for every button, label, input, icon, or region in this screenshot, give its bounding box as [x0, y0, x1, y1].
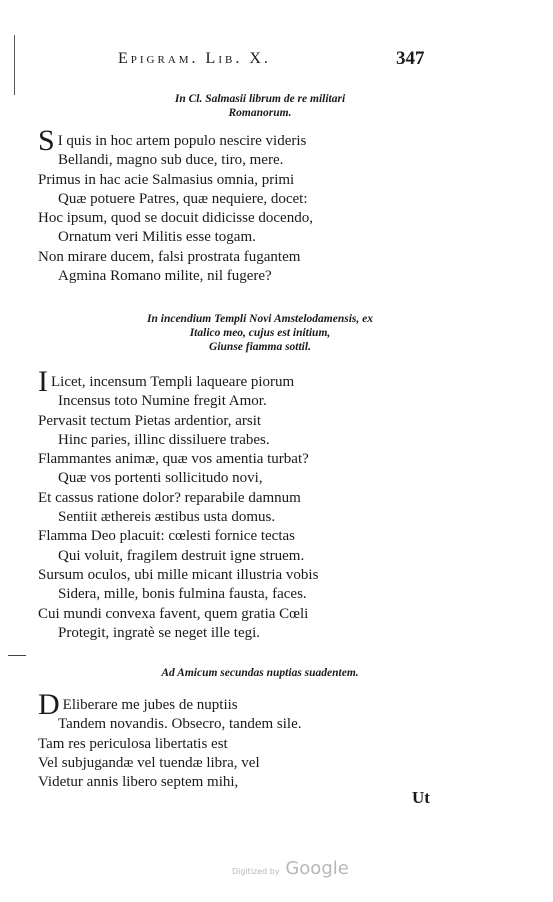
poem-line: Tam res periculosa libertatis est — [38, 735, 228, 752]
drop-cap: S — [38, 124, 55, 157]
poem-line: Non mirare ducem, falsi prostrata fugantem — [38, 248, 301, 265]
drop-cap: I — [38, 365, 48, 398]
page-edge-mark — [14, 35, 15, 95]
poem-line: Sidera, mille, bonis fulmina fausta, faces. — [58, 586, 307, 603]
poem-line: Incensus toto Numine fregit Amor. — [58, 393, 267, 410]
poem-2-body — [38, 365, 538, 643]
poem-3-body — [38, 688, 538, 792]
poem-line: Sursum oculos, ubi mille micant illustria vobis — [38, 566, 319, 583]
poem-line: Agmina Romano milite, nil fugere? — [58, 268, 272, 285]
poem-2-title — [60, 312, 460, 354]
poem-line: Primus in hac acie Salmasius omnia, primi — [38, 171, 295, 188]
poem-line: Qui voluit, fragilem destruit igne struem. — [58, 547, 305, 564]
poem-line: Tandem novandis. Obsecro, tandem sile. — [58, 716, 302, 733]
poem-line: Videtur annis libero septem mihi, — [38, 774, 239, 791]
running-head: Epigram. Lib. X. — [118, 50, 271, 67]
poem-line: Quæ vos portenti sollicitudo novi, — [58, 470, 263, 487]
poem-title-line: Giunse fiamma sottil. — [209, 341, 311, 353]
poem-line: Flamma Deo placuit: cœlesti fornice tectas — [38, 528, 295, 545]
poem-1-body — [38, 124, 538, 286]
poem-title-line: In Cl. Salmasii librum de re militari — [174, 93, 346, 105]
poem-line: Quæ potuere Patres, quæ nequiere, docet: — [58, 190, 308, 207]
poem-line: Ornatum veri Militis esse togam. — [58, 229, 256, 246]
poem-line: Et cassus ratione dolor? reparabile damnum — [38, 489, 301, 506]
poem-line: Flammantes animæ, quæ vos amentia turbat? — [38, 451, 309, 468]
digitized-watermark — [232, 858, 349, 879]
catchword: Ut — [412, 788, 430, 807]
poem-1-title — [60, 92, 460, 120]
margin-mark — [8, 655, 26, 656]
poem-line: Pervasit tectum Pietas ardentior, arsit — [38, 412, 262, 429]
poem-line: Protegit, ingratè se neget ille tegi. — [58, 624, 261, 641]
poem-line: Hinc paries, illinc dissiluere trabes. — [58, 431, 270, 448]
poem-line: D Eliberare me jubes de nuptiis — [38, 688, 238, 721]
drop-cap: D — [38, 688, 60, 721]
poem-line: Cui mundi convexa favent, quem gratia Cœli — [38, 605, 309, 622]
poem-line: Hoc ipsum, quod se docuit didicisse docendo, — [38, 210, 313, 227]
poem-line: S I quis in hoc artem populo nescire videris — [38, 124, 307, 157]
poem-line: Sentiit æthereis æstibus usta domus. — [58, 509, 276, 526]
poem-line: Bellandi, magno sub duce, tiro, mere. — [58, 152, 284, 169]
poem-title-line: Romanorum. — [228, 107, 292, 119]
poem-line: I Licet, incensum Templi laqueare piorum — [38, 365, 295, 398]
poem-title-line: Ad Amicum secundas nuptias suadentem. — [161, 667, 359, 679]
page-number: 347 — [396, 48, 425, 69]
poem-title-line: Italico meo, cujus est initium, — [189, 327, 331, 339]
poem-title-line: In incendium Templi Novi Amstelodamensis, ex — [147, 313, 373, 325]
poem-line: Vel subjugandæ vel tuendæ libra, vel — [38, 754, 260, 771]
watermark-brand: Google — [285, 858, 349, 879]
poem-3-title — [60, 666, 460, 680]
watermark-prefix: Digitized by — [232, 867, 280, 876]
